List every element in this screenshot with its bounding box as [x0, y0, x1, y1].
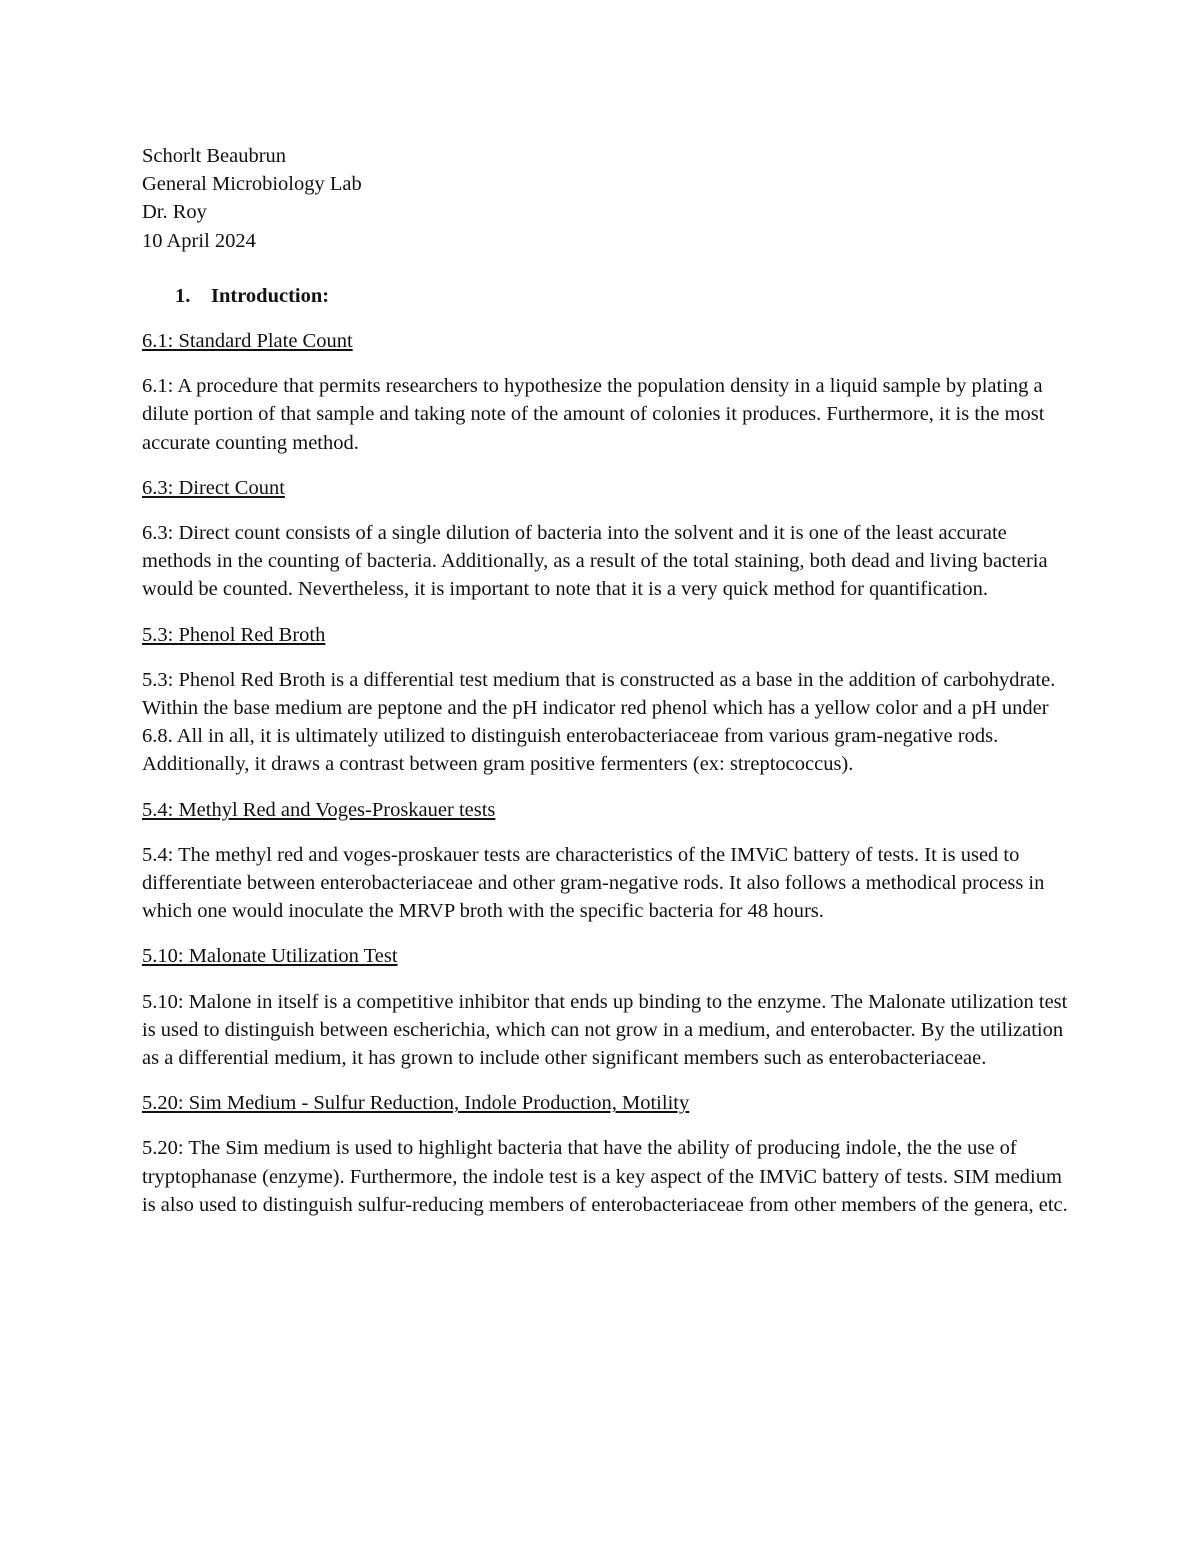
- section-body: 6.1: A procedure that permits researchers to hypothesize the population density in a liquid sample by plating a dilute portion of that sample and taking note of the amount of colonies it produces. Furthermore, it is the most accurate counting method.: [142, 375, 1045, 454]
- heading-number: 1.: [175, 284, 191, 307]
- section-methyl-red-vp: [142, 796, 1072, 926]
- author-name: Schorlt Beaubrun: [142, 145, 287, 167]
- section-title: 5.4: Methyl Red and Voges-Proskauer tests: [142, 798, 496, 821]
- section-title: 6.1: Standard Plate Count: [142, 330, 353, 353]
- section-body: 5.10: Malone in itself is a competitive inhibitor that ends up binding to the enzyme. The Malonate utilization test is used to distinguish between escherichia, which can not grow in a medium, and enterobacter. By the utilization as a differential medium, it has grown to include other significant members such as enterobacteriaceae.: [142, 990, 1068, 1070]
- section-malonate-utilization: [142, 942, 1072, 1072]
- section-body: 6.3: Direct count consists of a single dilution of bacteria into the solvent and it is one of the least accurate methods in the counting of bacteria. Additionally, as a result of the total staining, both dead and living bacteria would be counted. Nevertheless, it is important to note that it is a very quick method for quantification.: [142, 522, 1048, 601]
- section-sim-medium: [142, 1089, 1072, 1219]
- section-standard-plate-count: [142, 327, 1072, 457]
- section-title: 5.10: Malonate Utilization Test: [142, 945, 398, 968]
- section-body: 5.3: Phenol Red Broth is a differential test medium that is constructed as a base in the addition of carbohydrate. Within the base medium are peptone and the pH indicator red phenol which has a yellow color and a pH under 6.8. All in all, it is ultimately utilized to distinguish enterobacteriaceae from various gram-negative rods. Additionally, it draws a contrast between gram positive fermenters (ex: streptococcus).: [142, 668, 1056, 776]
- section-body: 5.20: The Sim medium is used to highlight bacteria that have the ability of producing indole, the the use of tryptophanase (enzyme). Furthermore, the indole test is a key aspect of the IMViC battery of tests. SIM medium is also used to distinguish sulfur-reducing members of enterobacteriaceae from other members of the genera, etc.: [142, 1137, 1068, 1216]
- course-name: General Microbiology Lab: [142, 173, 362, 196]
- document-page: [142, 142, 1072, 1219]
- instructor-name: Dr. Roy: [142, 201, 207, 224]
- section-phenol-red-broth: [142, 621, 1072, 779]
- heading-title: Introduction:: [211, 284, 330, 307]
- section-direct-count: [142, 474, 1072, 604]
- section-title: 5.3: Phenol Red Broth: [142, 623, 326, 646]
- section-title: 6.3: Direct Count: [142, 476, 285, 499]
- section-body: 5.4: The methyl red and voges-proskauer tests are characteristics of the IMViC battery of tests. It is used to differentiate between enterobacteriaceae and other gram-negative rods. It also follows a methodical process in which one would inoculate the MRVP broth with the specific bacteria for 48 hours.: [142, 843, 1045, 923]
- section-title: 5.20: Sim Medium - Sulfur Reduction, Indole Production, Motility: [142, 1092, 690, 1115]
- document-date: 10 April 2024: [142, 229, 256, 252]
- section-heading: [142, 282, 1072, 310]
